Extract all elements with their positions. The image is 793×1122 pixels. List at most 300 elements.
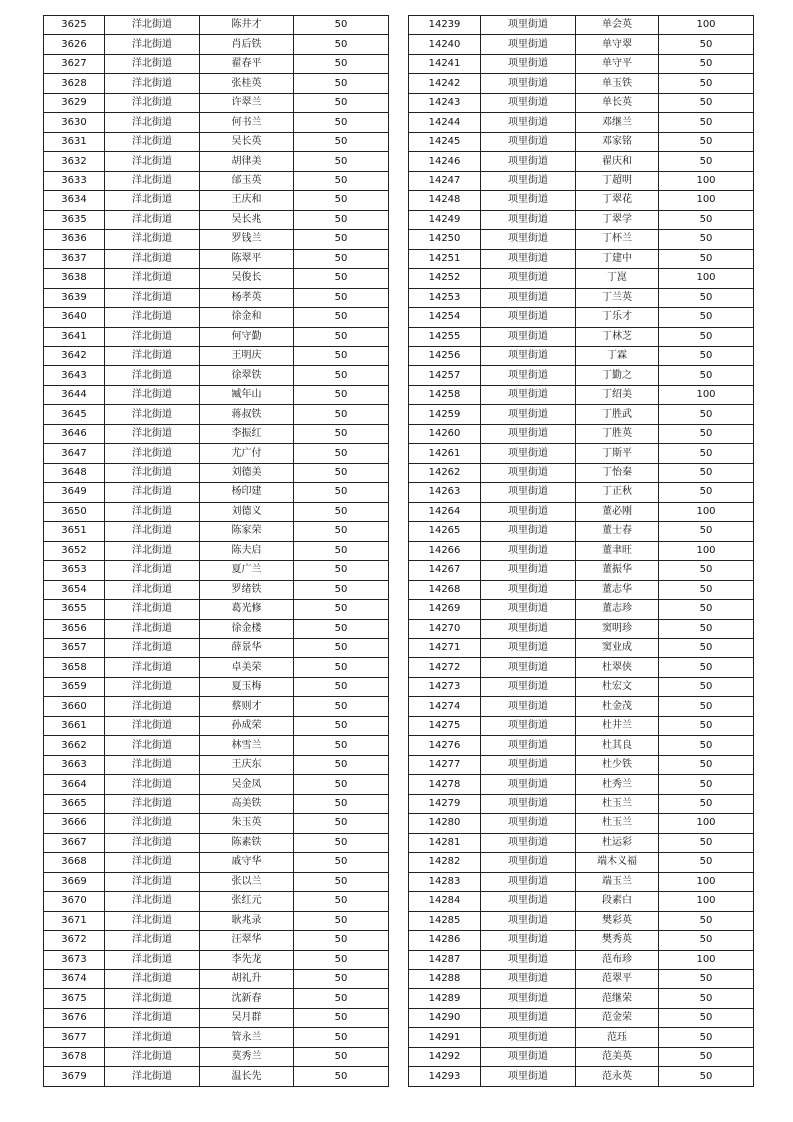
cell-amount: 50 (659, 113, 754, 132)
cell-amount: 50 (294, 541, 389, 560)
cell-amount: 50 (294, 658, 389, 677)
right-roster-table (408, 15, 754, 1087)
cell-row-number: 3645 (44, 405, 105, 424)
cell-person-name: 胡律美 (200, 152, 294, 171)
cell-person-name: 董志华 (576, 580, 659, 599)
cell-amount: 50 (294, 54, 389, 73)
cell-subdistrict: 项里街道 (481, 658, 576, 677)
cell-amount: 50 (659, 210, 754, 229)
cell-person-name: 陈家荣 (200, 522, 294, 541)
cell-amount: 50 (294, 677, 389, 696)
cell-amount: 50 (659, 561, 754, 580)
cell-subdistrict: 洋北街道 (105, 658, 200, 677)
cell-amount: 50 (294, 191, 389, 210)
cell-amount: 100 (659, 541, 754, 560)
cell-person-name: 陈井才 (200, 16, 294, 35)
cell-person-name: 杜运彩 (576, 833, 659, 852)
cell-person-name: 单守平 (576, 54, 659, 73)
cell-subdistrict: 洋北街道 (105, 35, 200, 54)
right-roster-body (409, 16, 754, 1087)
cell-row-number: 3638 (44, 269, 105, 288)
cell-row-number: 3633 (44, 171, 105, 190)
cell-person-name: 徐金和 (200, 308, 294, 327)
cell-subdistrict: 项里街道 (481, 639, 576, 658)
cell-row-number: 14280 (409, 814, 481, 833)
table-row (44, 619, 389, 638)
cell-person-name: 杜其良 (576, 736, 659, 755)
table-row (409, 132, 754, 151)
cell-amount: 50 (659, 93, 754, 112)
cell-row-number: 3678 (44, 1047, 105, 1066)
table-row (409, 736, 754, 755)
table-row (44, 210, 389, 229)
table-row (44, 950, 389, 969)
table-row (409, 1067, 754, 1086)
cell-subdistrict: 洋北街道 (105, 327, 200, 346)
cell-person-name: 范珏 (576, 1028, 659, 1047)
cell-row-number: 14241 (409, 54, 481, 73)
cell-amount: 50 (294, 132, 389, 151)
cell-subdistrict: 项里街道 (481, 463, 576, 482)
cell-row-number: 14293 (409, 1067, 481, 1086)
cell-amount: 50 (659, 249, 754, 268)
cell-row-number: 3632 (44, 152, 105, 171)
cell-amount: 50 (294, 619, 389, 638)
table-row (409, 288, 754, 307)
cell-person-name: 吴俊长 (200, 269, 294, 288)
cell-person-name: 董聿旺 (576, 541, 659, 560)
cell-person-name: 范永英 (576, 1067, 659, 1086)
cell-subdistrict: 项里街道 (481, 1047, 576, 1066)
table-row (44, 600, 389, 619)
cell-subdistrict: 项里街道 (481, 249, 576, 268)
cell-row-number: 14285 (409, 911, 481, 930)
cell-person-name: 杜少铁 (576, 755, 659, 774)
table-row (44, 755, 389, 774)
cell-person-name: 杜井兰 (576, 716, 659, 735)
cell-amount: 50 (294, 288, 389, 307)
cell-person-name: 杜玉兰 (576, 794, 659, 813)
cell-person-name: 夏玉梅 (200, 677, 294, 696)
cell-amount: 100 (659, 502, 754, 521)
cell-person-name: 丁崑 (576, 269, 659, 288)
cell-amount: 100 (659, 16, 754, 35)
cell-amount: 50 (659, 288, 754, 307)
cell-person-name: 单守翠 (576, 35, 659, 54)
cell-subdistrict: 洋北街道 (105, 74, 200, 93)
cell-row-number: 3647 (44, 444, 105, 463)
cell-person-name: 林雪兰 (200, 736, 294, 755)
cell-row-number: 14283 (409, 872, 481, 891)
cell-subdistrict: 项里街道 (481, 736, 576, 755)
cell-amount: 50 (659, 1047, 754, 1066)
cell-person-name: 罗钱兰 (200, 230, 294, 249)
cell-row-number: 14239 (409, 16, 481, 35)
table-row (409, 639, 754, 658)
table-row (44, 697, 389, 716)
cell-amount: 100 (659, 385, 754, 404)
cell-subdistrict: 项里街道 (481, 444, 576, 463)
cell-amount: 50 (294, 1067, 389, 1086)
cell-amount: 50 (659, 522, 754, 541)
cell-amount: 50 (294, 989, 389, 1008)
cell-amount: 50 (294, 911, 389, 930)
cell-subdistrict: 洋北街道 (105, 697, 200, 716)
cell-amount: 50 (294, 697, 389, 716)
cell-person-name: 丁勤之 (576, 366, 659, 385)
table-row (409, 210, 754, 229)
table-row (44, 483, 389, 502)
cell-subdistrict: 洋北街道 (105, 502, 200, 521)
cell-row-number: 3675 (44, 989, 105, 1008)
cell-subdistrict: 洋北街道 (105, 794, 200, 813)
cell-row-number: 14249 (409, 210, 481, 229)
left-roster-body (44, 16, 389, 1087)
cell-row-number: 3660 (44, 697, 105, 716)
cell-row-number: 3629 (44, 93, 105, 112)
cell-amount: 50 (659, 600, 754, 619)
table-row (409, 522, 754, 541)
cell-row-number: 3679 (44, 1067, 105, 1086)
cell-subdistrict: 洋北街道 (105, 113, 200, 132)
cell-person-name: 丁胜武 (576, 405, 659, 424)
table-row (409, 191, 754, 210)
cell-person-name: 卓美荣 (200, 658, 294, 677)
cell-row-number: 14268 (409, 580, 481, 599)
cell-row-number: 14258 (409, 385, 481, 404)
cell-subdistrict: 项里街道 (481, 1028, 576, 1047)
cell-person-name: 范翠平 (576, 969, 659, 988)
cell-row-number: 3662 (44, 736, 105, 755)
cell-person-name: 葛光修 (200, 600, 294, 619)
cell-person-name: 陈翠平 (200, 249, 294, 268)
cell-row-number: 3665 (44, 794, 105, 813)
cell-subdistrict: 项里街道 (481, 385, 576, 404)
cell-row-number: 14286 (409, 931, 481, 950)
cell-person-name: 樊彩英 (576, 911, 659, 930)
cell-person-name: 丁林芝 (576, 327, 659, 346)
cell-person-name: 丁翠学 (576, 210, 659, 229)
cell-person-name: 何书兰 (200, 113, 294, 132)
cell-row-number: 14261 (409, 444, 481, 463)
table-row (409, 755, 754, 774)
cell-row-number: 14264 (409, 502, 481, 521)
cell-subdistrict: 洋北街道 (105, 969, 200, 988)
cell-amount: 50 (659, 1067, 754, 1086)
cell-row-number: 3648 (44, 463, 105, 482)
cell-person-name: 吴长兆 (200, 210, 294, 229)
cell-subdistrict: 洋北街道 (105, 249, 200, 268)
cell-amount: 50 (659, 775, 754, 794)
table-row (409, 405, 754, 424)
cell-person-name: 王庆东 (200, 755, 294, 774)
table-row (44, 658, 389, 677)
cell-amount: 50 (294, 424, 389, 443)
cell-subdistrict: 洋北街道 (105, 385, 200, 404)
cell-subdistrict: 项里街道 (481, 210, 576, 229)
cell-subdistrict: 项里街道 (481, 113, 576, 132)
cell-subdistrict: 洋北街道 (105, 736, 200, 755)
cell-person-name: 陈素铁 (200, 833, 294, 852)
cell-row-number: 3670 (44, 892, 105, 911)
table-row (44, 833, 389, 852)
cell-person-name: 丁超明 (576, 171, 659, 190)
cell-amount: 50 (294, 1008, 389, 1027)
table-row (409, 308, 754, 327)
cell-amount: 50 (659, 911, 754, 930)
cell-person-name: 薛景华 (200, 639, 294, 658)
cell-amount: 50 (294, 444, 389, 463)
cell-subdistrict: 洋北街道 (105, 1028, 200, 1047)
table-row (44, 152, 389, 171)
table-row (409, 444, 754, 463)
cell-row-number: 3635 (44, 210, 105, 229)
cell-row-number: 3649 (44, 483, 105, 502)
cell-subdistrict: 项里街道 (481, 308, 576, 327)
cell-person-name: 吴金凤 (200, 775, 294, 794)
table-row (44, 872, 389, 891)
cell-row-number: 14276 (409, 736, 481, 755)
table-row (409, 677, 754, 696)
cell-row-number: 14262 (409, 463, 481, 482)
cell-subdistrict: 项里街道 (481, 1008, 576, 1027)
cell-amount: 50 (294, 931, 389, 950)
cell-person-name: 范继荣 (576, 989, 659, 1008)
cell-row-number: 3657 (44, 639, 105, 658)
cell-subdistrict: 洋北街道 (105, 522, 200, 541)
table-row (409, 152, 754, 171)
cell-row-number: 14245 (409, 132, 481, 151)
table-row (409, 385, 754, 404)
cell-person-name: 单长英 (576, 93, 659, 112)
cell-amount: 50 (659, 697, 754, 716)
cell-row-number: 14267 (409, 561, 481, 580)
cell-amount: 50 (659, 853, 754, 872)
cell-row-number: 3664 (44, 775, 105, 794)
table-row (409, 833, 754, 852)
cell-subdistrict: 项里街道 (481, 561, 576, 580)
table-row (44, 249, 389, 268)
cell-amount: 50 (294, 230, 389, 249)
cell-subdistrict: 洋北街道 (105, 677, 200, 696)
cell-subdistrict: 项里街道 (481, 872, 576, 891)
table-row (409, 483, 754, 502)
cell-person-name: 沈新春 (200, 989, 294, 1008)
table-row (44, 969, 389, 988)
cell-subdistrict: 洋北街道 (105, 600, 200, 619)
cell-row-number: 14266 (409, 541, 481, 560)
cell-amount: 50 (659, 35, 754, 54)
cell-subdistrict: 项里街道 (481, 171, 576, 190)
cell-person-name: 何守勤 (200, 327, 294, 346)
cell-subdistrict: 项里街道 (481, 833, 576, 852)
cell-subdistrict: 项里街道 (481, 522, 576, 541)
cell-amount: 50 (294, 74, 389, 93)
cell-person-name: 张以兰 (200, 872, 294, 891)
cell-amount: 50 (294, 716, 389, 735)
cell-row-number: 3654 (44, 580, 105, 599)
cell-person-name: 杜玉兰 (576, 814, 659, 833)
cell-row-number: 14246 (409, 152, 481, 171)
cell-amount: 50 (659, 736, 754, 755)
cell-amount: 50 (294, 580, 389, 599)
table-row (409, 600, 754, 619)
cell-amount: 50 (294, 405, 389, 424)
table-row (44, 639, 389, 658)
table-row (409, 1047, 754, 1066)
cell-person-name: 邰玉英 (200, 171, 294, 190)
cell-amount: 50 (659, 74, 754, 93)
cell-subdistrict: 项里街道 (481, 269, 576, 288)
cell-row-number: 14263 (409, 483, 481, 502)
cell-amount: 100 (659, 950, 754, 969)
table-row (44, 269, 389, 288)
cell-person-name: 范金荣 (576, 1008, 659, 1027)
cell-amount: 50 (659, 366, 754, 385)
table-row (409, 580, 754, 599)
cell-amount: 50 (659, 677, 754, 696)
cell-amount: 50 (659, 346, 754, 365)
cell-person-name: 许翠兰 (200, 93, 294, 112)
cell-amount: 50 (294, 872, 389, 891)
table-row (44, 580, 389, 599)
table-row (44, 405, 389, 424)
cell-person-name: 窦明珍 (576, 619, 659, 638)
cell-subdistrict: 洋北街道 (105, 16, 200, 35)
cell-row-number: 3628 (44, 74, 105, 93)
table-row (409, 1008, 754, 1027)
cell-subdistrict: 项里街道 (481, 600, 576, 619)
table-row (44, 677, 389, 696)
table-row (44, 308, 389, 327)
table-row (409, 892, 754, 911)
cell-person-name: 孙成荣 (200, 716, 294, 735)
cell-row-number: 14265 (409, 522, 481, 541)
cell-row-number: 14247 (409, 171, 481, 190)
table-row (409, 54, 754, 73)
cell-subdistrict: 洋北街道 (105, 833, 200, 852)
table-row (409, 35, 754, 54)
cell-person-name: 李先龙 (200, 950, 294, 969)
cell-row-number: 3643 (44, 366, 105, 385)
cell-row-number: 3659 (44, 677, 105, 696)
cell-amount: 50 (294, 16, 389, 35)
cell-subdistrict: 项里街道 (481, 541, 576, 560)
cell-amount: 50 (659, 969, 754, 988)
cell-row-number: 3672 (44, 931, 105, 950)
cell-subdistrict: 项里街道 (481, 853, 576, 872)
cell-subdistrict: 洋北街道 (105, 775, 200, 794)
cell-row-number: 3673 (44, 950, 105, 969)
cell-row-number: 3667 (44, 833, 105, 852)
cell-row-number: 14271 (409, 639, 481, 658)
cell-amount: 50 (294, 1047, 389, 1066)
cell-row-number: 14273 (409, 677, 481, 696)
cell-subdistrict: 洋北街道 (105, 931, 200, 950)
table-row (409, 911, 754, 930)
cell-amount: 50 (659, 989, 754, 1008)
cell-amount: 100 (659, 191, 754, 210)
table-row (44, 366, 389, 385)
table-row (44, 463, 389, 482)
table-row (44, 814, 389, 833)
cell-row-number: 14248 (409, 191, 481, 210)
cell-person-name: 董振华 (576, 561, 659, 580)
cell-person-name: 汪翠华 (200, 931, 294, 950)
cell-subdistrict: 洋北街道 (105, 989, 200, 1008)
cell-row-number: 14291 (409, 1028, 481, 1047)
cell-person-name: 管永兰 (200, 1028, 294, 1047)
cell-amount: 100 (659, 171, 754, 190)
table-row (409, 872, 754, 891)
cell-row-number: 3652 (44, 541, 105, 560)
table-row (44, 424, 389, 443)
cell-person-name: 徐金楼 (200, 619, 294, 638)
cell-row-number: 3640 (44, 308, 105, 327)
table-row (44, 522, 389, 541)
table-row (409, 424, 754, 443)
table-row (44, 541, 389, 560)
cell-amount: 50 (659, 308, 754, 327)
cell-row-number: 14288 (409, 969, 481, 988)
cell-person-name: 臧年山 (200, 385, 294, 404)
table-row (409, 269, 754, 288)
cell-person-name: 刘德义 (200, 502, 294, 521)
cell-subdistrict: 洋北街道 (105, 230, 200, 249)
table-row (409, 969, 754, 988)
cell-subdistrict: 项里街道 (481, 327, 576, 346)
cell-person-name: 樊秀英 (576, 931, 659, 950)
cell-subdistrict: 项里街道 (481, 424, 576, 443)
cell-row-number: 14284 (409, 892, 481, 911)
cell-row-number: 3674 (44, 969, 105, 988)
table-row (409, 716, 754, 735)
cell-row-number: 3676 (44, 1008, 105, 1027)
cell-amount: 50 (294, 522, 389, 541)
cell-amount: 50 (294, 346, 389, 365)
cell-row-number: 14240 (409, 35, 481, 54)
cell-amount: 50 (659, 405, 754, 424)
cell-row-number: 14278 (409, 775, 481, 794)
cell-amount: 100 (659, 872, 754, 891)
cell-person-name: 端玉兰 (576, 872, 659, 891)
cell-row-number: 14272 (409, 658, 481, 677)
table-row (44, 327, 389, 346)
table-row (44, 561, 389, 580)
cell-person-name: 丁绍美 (576, 385, 659, 404)
cell-subdistrict: 项里街道 (481, 677, 576, 696)
cell-row-number: 14251 (409, 249, 481, 268)
cell-subdistrict: 洋北街道 (105, 755, 200, 774)
table-row (44, 444, 389, 463)
cell-person-name: 夏广兰 (200, 561, 294, 580)
cell-row-number: 3677 (44, 1028, 105, 1047)
cell-row-number: 3656 (44, 619, 105, 638)
cell-subdistrict: 项里街道 (481, 911, 576, 930)
cell-amount: 50 (659, 463, 754, 482)
cell-person-name: 吴月群 (200, 1008, 294, 1027)
cell-row-number: 14242 (409, 74, 481, 93)
cell-subdistrict: 项里街道 (481, 794, 576, 813)
cell-row-number: 3630 (44, 113, 105, 132)
cell-row-number: 3636 (44, 230, 105, 249)
cell-subdistrict: 项里街道 (481, 132, 576, 151)
cell-amount: 50 (659, 444, 754, 463)
cell-person-name: 丁建中 (576, 249, 659, 268)
cell-subdistrict: 洋北街道 (105, 911, 200, 930)
cell-amount: 50 (659, 716, 754, 735)
cell-subdistrict: 洋北街道 (105, 269, 200, 288)
